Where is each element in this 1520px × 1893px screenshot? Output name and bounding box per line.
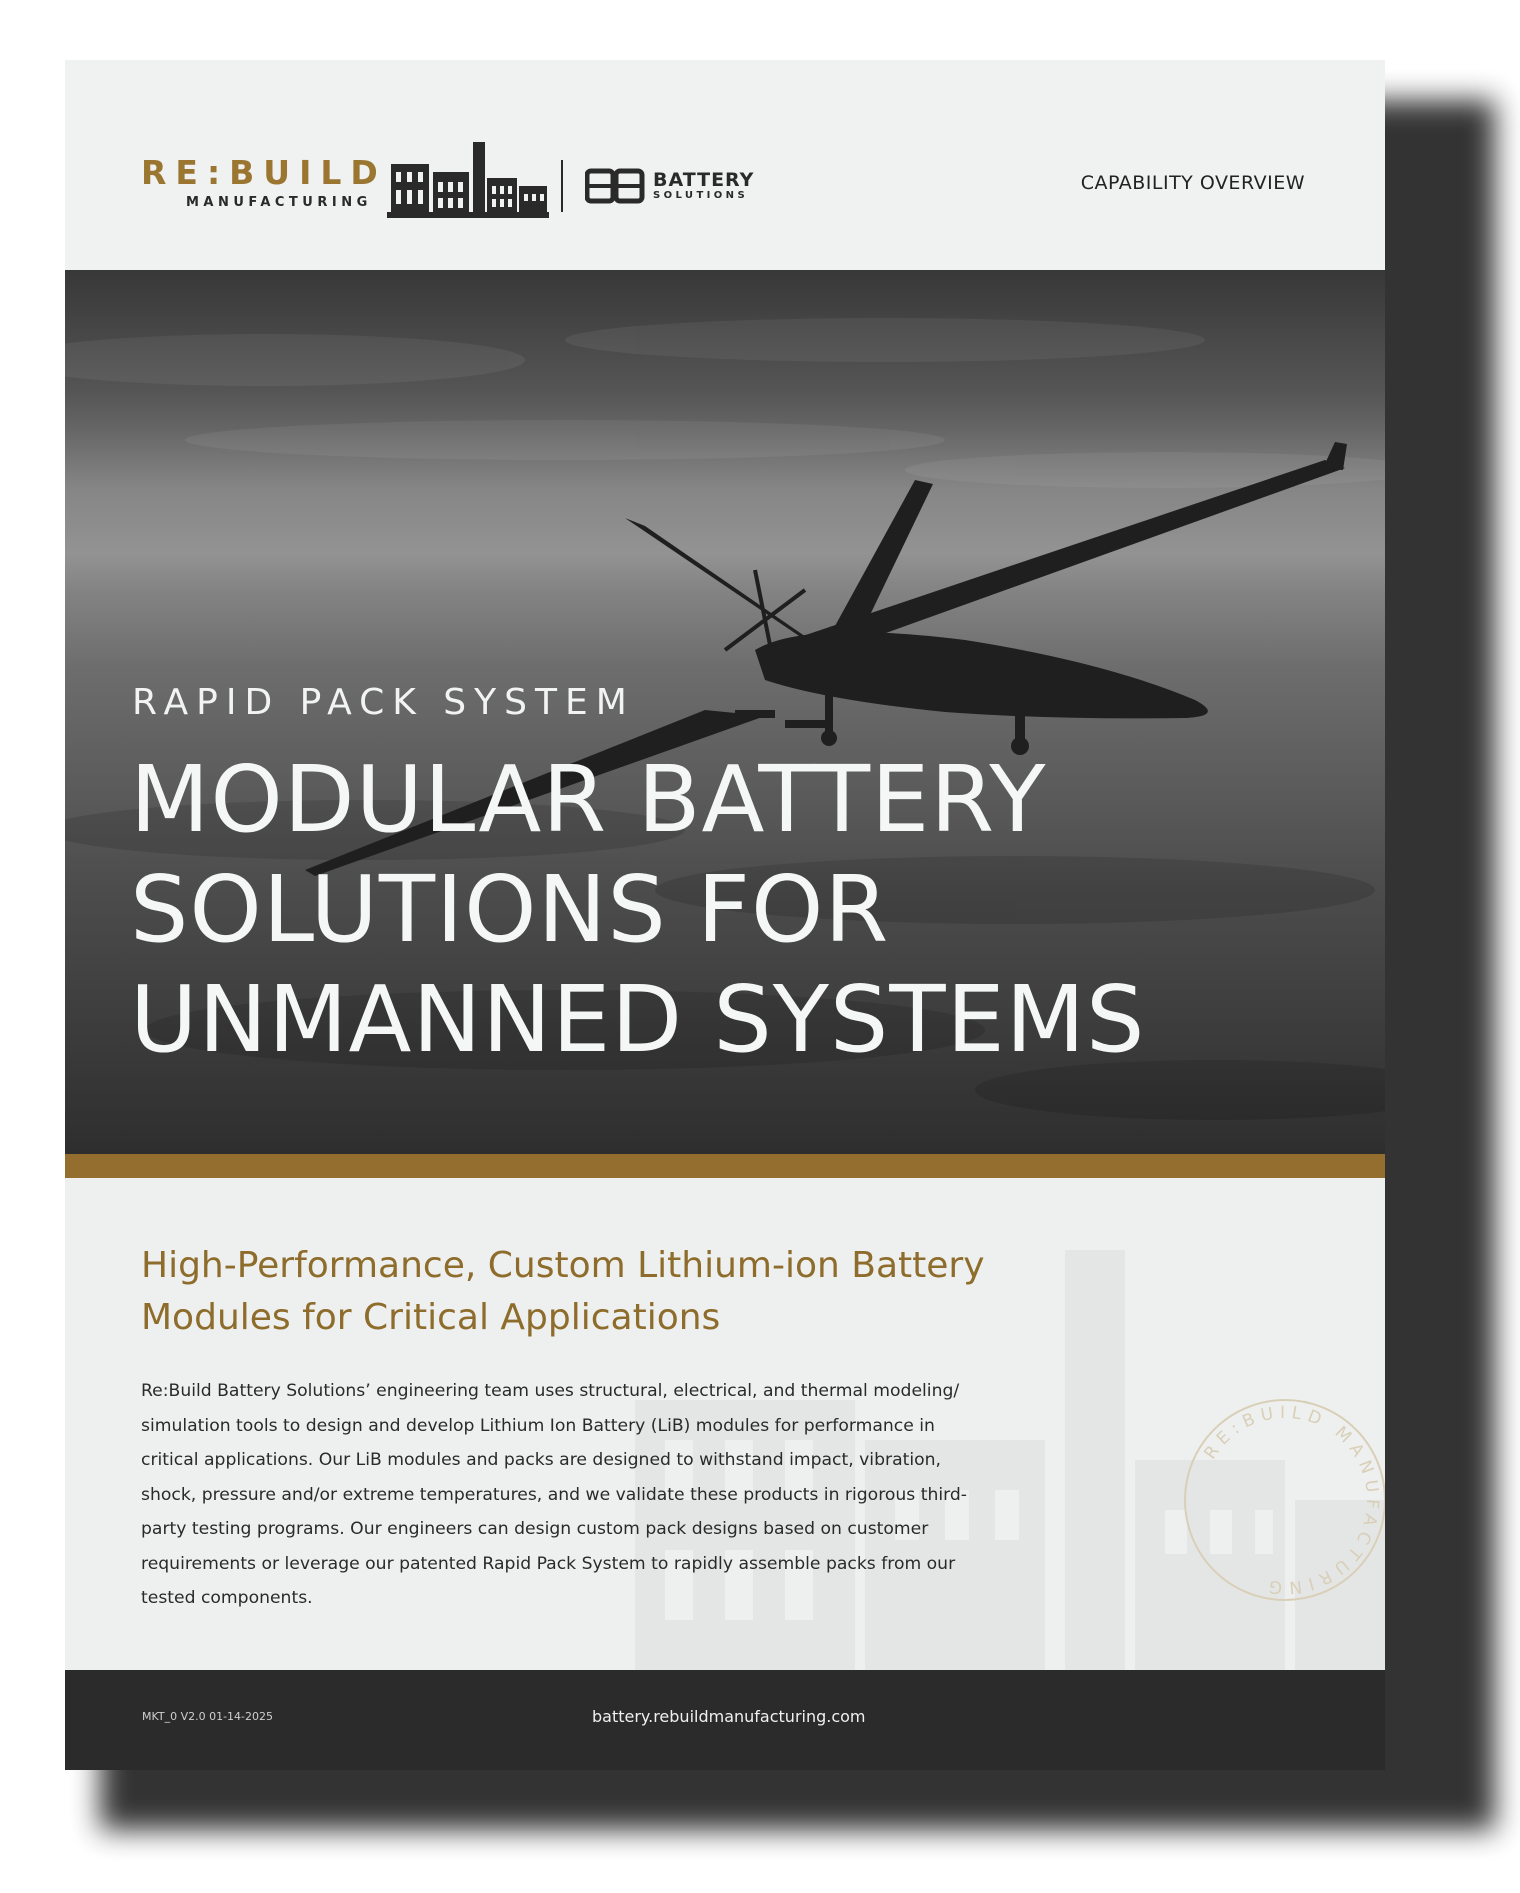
rebuild-seal-stamp xyxy=(1175,1390,1385,1610)
headline-line: UNMANNED SYSTEMS xyxy=(130,966,1146,1073)
website-link[interactable]: battery.rebuildmanufacturing.com xyxy=(592,1707,866,1726)
partner-line1: BATTERY xyxy=(653,169,755,191)
header xyxy=(65,60,1385,270)
battery-solutions-mark-icon xyxy=(585,168,645,204)
rebuild-logo xyxy=(141,155,387,210)
subtitle-line: Modules for Critical Applications xyxy=(141,1297,721,1338)
section-subtitle xyxy=(141,1240,1101,1344)
subtitle-line: High-Performance, Custom Lithium-ion Battery xyxy=(141,1245,985,1286)
logo-divider xyxy=(561,160,563,212)
hero-eyebrow: RAPID PACK SYSTEM xyxy=(132,682,635,723)
battery-solutions-wordmark xyxy=(653,170,754,202)
headline-line: MODULAR BATTERY xyxy=(130,746,1047,853)
brand-word: RE:BUILD xyxy=(141,153,387,192)
doc-type-label: CAPABILITY OVERVIEW xyxy=(1080,172,1305,194)
svg-text:RE:BUILD MANUFACTURING: RE:BUILD MANUFACTURING xyxy=(1200,1402,1383,1598)
factory-building-icon xyxy=(387,142,549,220)
brochure-page xyxy=(65,60,1385,1770)
hero-headline xyxy=(130,745,1350,1075)
body-paragraph: Re:Build Battery Solutions’ engineering team uses structural, electrical, and thermal modeling/ simulation tools to design and develop Lithium Ion Battery (LiB) modules for performance in critical applications. Our LiB modules and packs are designed to withstand impact, vibration, shock, pressure and/or extreme temperatures, and we validate these products in rigorous third-party testing programs. Our engineers can design custom pack designs based on customer requirements or leverage our patented Rapid Pack System to rapidly assemble packs from our tested components. xyxy=(141,1381,967,1608)
footer xyxy=(65,1670,1385,1770)
brand-sub: MANUFACTURING xyxy=(186,195,372,210)
headline-line: SOLUTIONS FOR xyxy=(130,856,890,963)
partner-line2: SOLUTIONS xyxy=(653,190,749,201)
hero-banner xyxy=(65,270,1385,1154)
document-code: MKT_0 V2.0 01-14-2025 xyxy=(142,1710,274,1723)
gold-divider-bar xyxy=(65,1154,1385,1178)
